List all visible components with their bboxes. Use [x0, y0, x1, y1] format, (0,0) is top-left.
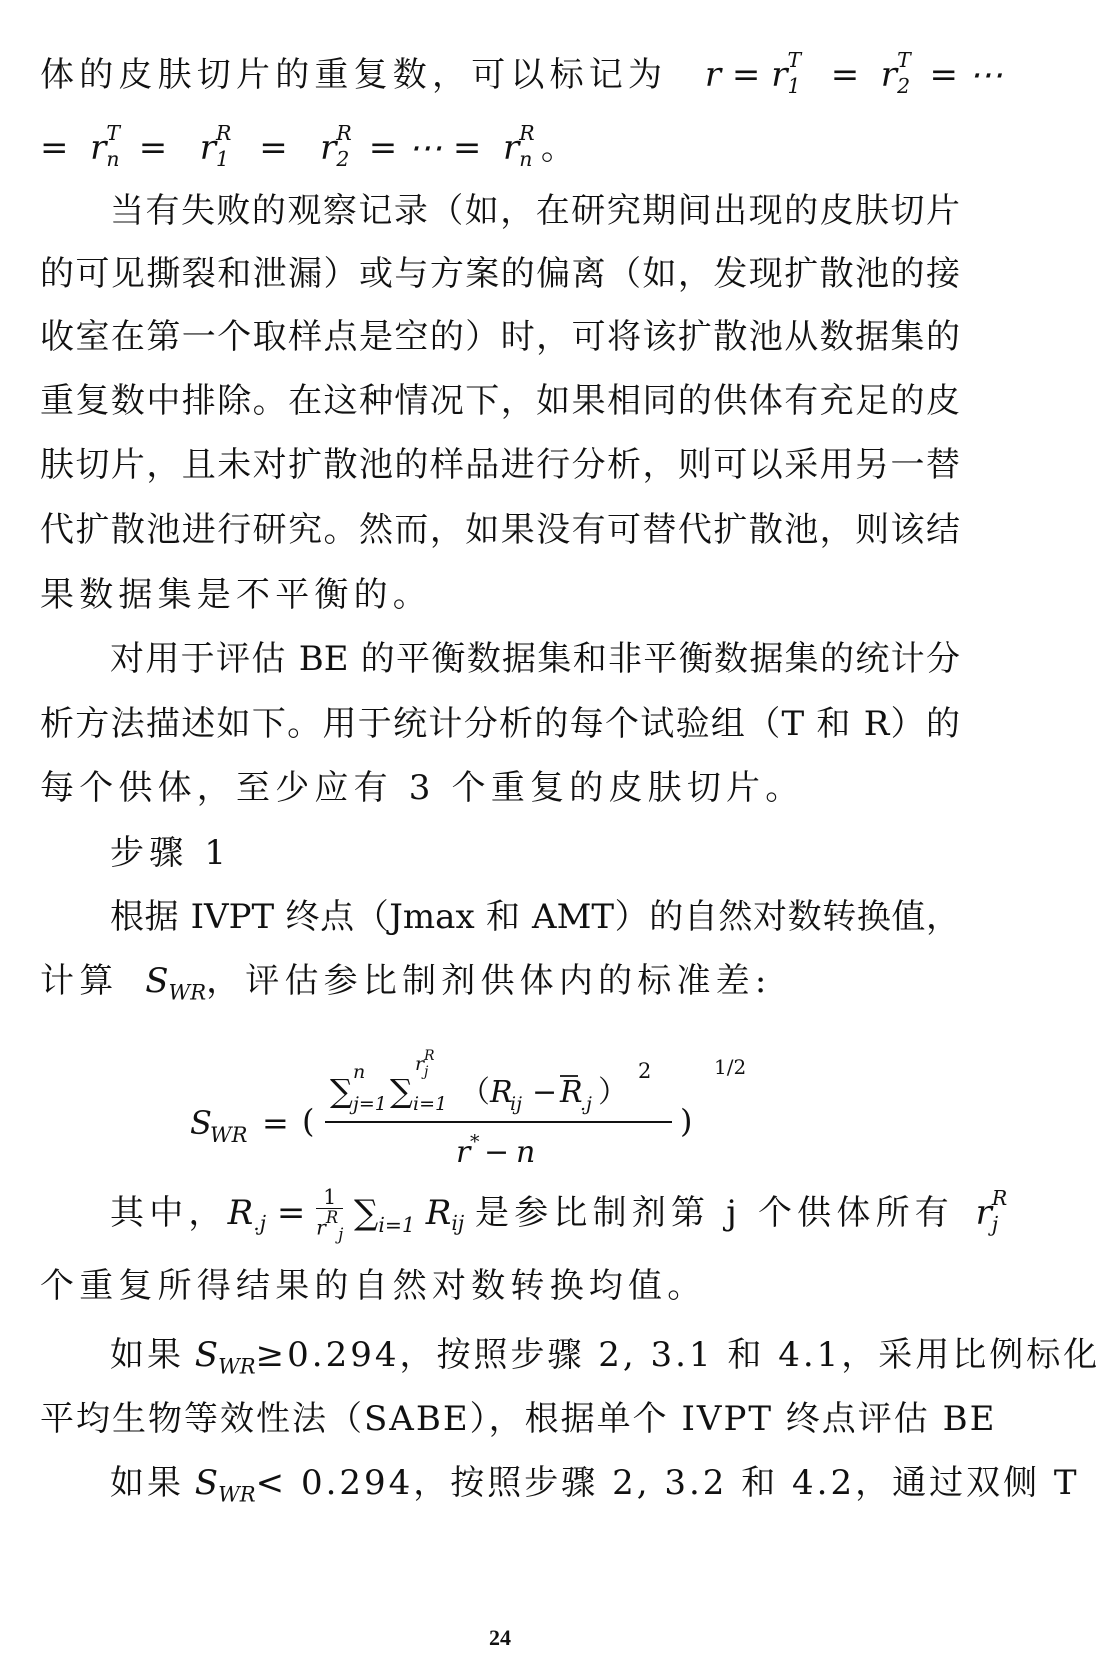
svg-text:ij: ij: [510, 1093, 522, 1115]
text-line: 平均生物等效性法（SABE），根据单个 IVPT 终点评估 BE: [40, 1399, 997, 1439]
text-span: 是参比制剂第 j 个供体所有: [475, 1193, 954, 1233]
formula-inline: $S_{WR}$: [184, 1463, 256, 1507]
svg-text:i=1: i=1: [413, 1093, 448, 1115]
formula-inline: r R j: [953, 1185, 1008, 1237]
text-span: 其中，: [110, 1193, 228, 1233]
text-line: 对用于评估 BE 的平衡数据集和非平衡数据集的统计分: [110, 639, 960, 679]
text-line: 代扩散池进行研究。然而，如果没有可替代扩散池，则该结: [40, 510, 960, 550]
svg-text:−: −: [532, 1075, 558, 1110]
svg-text:R: R: [424, 1048, 435, 1064]
text-span: ，评估参比制剂供体内的标准差:: [206, 961, 772, 1001]
formula-inline: = r T n = r R 1 = r R 2 = ⋯ = r R n: [40, 120, 535, 172]
svg-text:S: S: [190, 1104, 212, 1142]
text-line: 收室在第一个取样点是空的）时，可将该扩散池从数据集的: [40, 317, 960, 357]
svg-text:j: j: [424, 1064, 429, 1080]
text-line: [40, 1325, 1100, 1385]
text-span: 计算: [40, 961, 119, 1001]
text-line: 析方法描述如下。用于统计分析的每个试验组（T 和 R）的: [40, 704, 960, 744]
svg-text:R: R: [490, 1075, 513, 1110]
text-span: 如果: [110, 1463, 184, 1503]
svg-text:): ): [680, 1102, 693, 1140]
svg-text:∑: ∑: [390, 1072, 413, 1110]
svg-text:n: n: [353, 1061, 366, 1083]
svg-text:WR: WR: [210, 1123, 248, 1147]
page-number: 24: [489, 1625, 511, 1650]
svg-text:r: r: [415, 1053, 425, 1075]
svg-text:1/2: 1/2: [714, 1055, 747, 1079]
text-line: 重复数中排除。在这种情况下，如果相同的供体有充足的皮: [40, 381, 960, 421]
text-line: 的可见撕裂和泄漏）或与方案的偏离（如，发现扩散池的接: [40, 254, 960, 294]
svg-text:=: =: [262, 1104, 289, 1142]
text-line: [40, 1183, 1008, 1245]
text-span: < 0.294，按照步骤 2, 3.2 和 4.2，通过双侧 T: [255, 1463, 1080, 1503]
text-line: [40, 951, 960, 1011]
svg-text:−: −: [484, 1135, 510, 1170]
svg-text:j=1: j=1: [353, 1093, 387, 1115]
formula-line: = r T n = r R 1 = r R 2 = ⋯ = r R n 。: [40, 120, 581, 172]
svg-text:（: （: [460, 1075, 490, 1110]
text-span: ≥0.294，按照步骤 2, 3.1 和 4.1，采用比例标化: [255, 1335, 1100, 1375]
formula-inline: r = r T 1 = r T 2 = ⋯: [683, 47, 1003, 99]
text-line: 个重复所得结果的自然对数转换均值。: [40, 1266, 707, 1306]
formula-inline: $S_{WR}$: [134, 961, 207, 1005]
text-line: 每个供体，至少应有 3 个重复的皮肤切片。: [40, 768, 805, 808]
text-line: 当有失败的观察记录（如，在研究期间出现的皮肤切片: [110, 191, 960, 231]
text-span: 如果: [110, 1335, 184, 1375]
svg-text:r: r: [456, 1135, 471, 1170]
svg-text:）: ）: [598, 1075, 628, 1110]
text-line: 根据 IVPT 终点（Jmax 和 AMT）的自然对数转换值，: [110, 897, 960, 937]
formula-inline: $S_{WR}$: [184, 1335, 256, 1379]
svg-text:∑: ∑: [330, 1072, 353, 1110]
formula-inline: R.j = 1 $r^R_j$ $\sum_{i=1}$ Rij: [227, 1184, 465, 1245]
svg-text:n: n: [516, 1135, 536, 1170]
text-line: 肤切片，且未对扩散池的样品进行分析，则可以采用另一替: [40, 445, 960, 485]
text-line: [40, 45, 1003, 105]
svg-text:*: *: [470, 1131, 480, 1153]
text-line: [40, 1453, 1080, 1513]
step-heading: 步骤 1: [110, 833, 232, 873]
text-line: 果数据集是不平衡的。: [40, 575, 432, 615]
svg-text:2: 2: [638, 1059, 652, 1083]
text-span: 体的皮肤切片的重复数，可以标记为: [40, 55, 668, 95]
svg-text:R: R: [560, 1075, 583, 1110]
svg-text:.j: .j: [580, 1093, 592, 1115]
svg-text:(: (: [302, 1102, 315, 1140]
swr-formula: [190, 1048, 790, 1182]
